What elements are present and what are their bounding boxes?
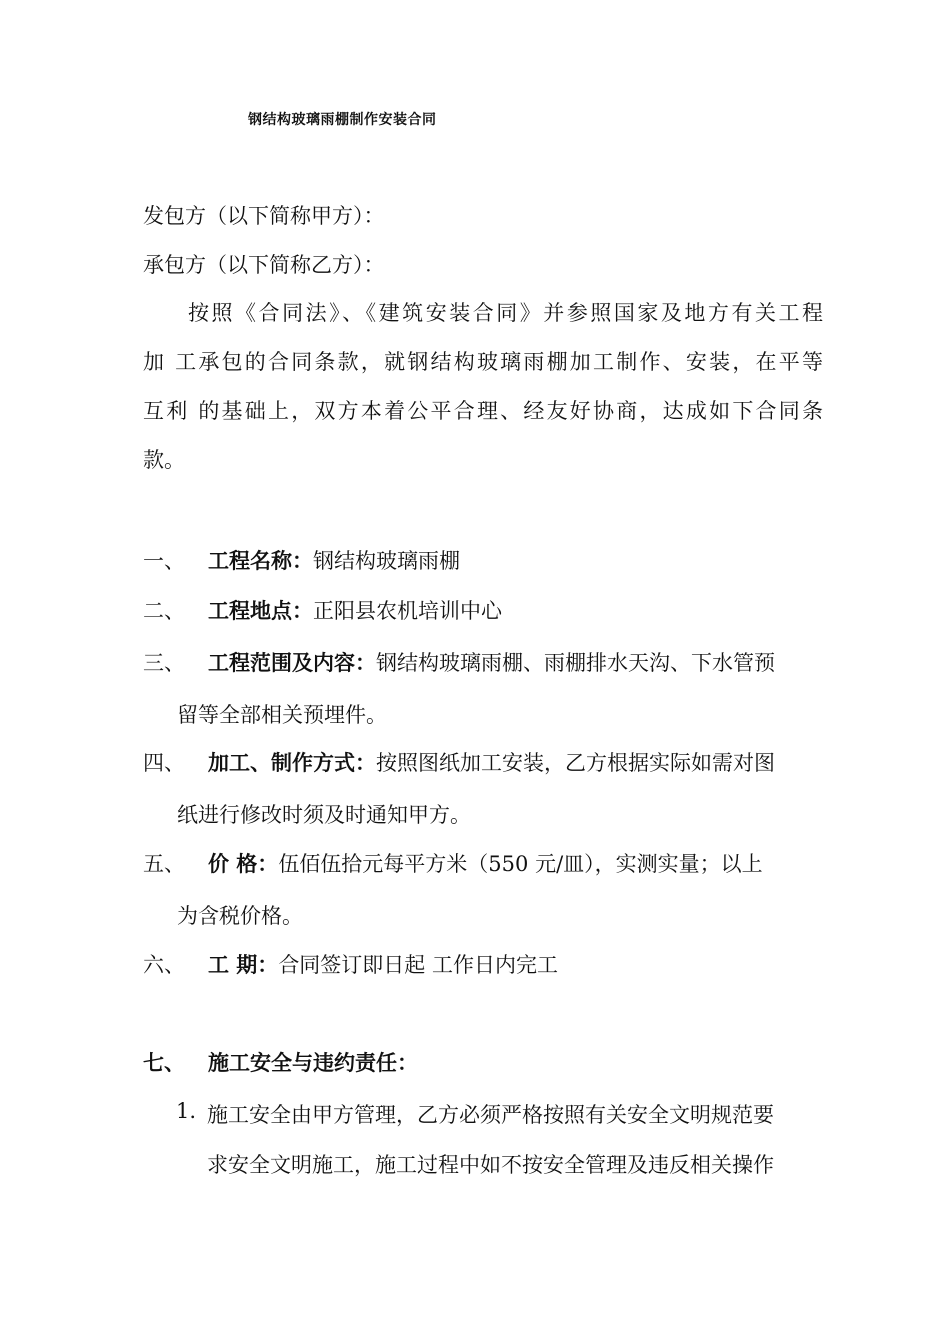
clause-number: 一、 [143,549,185,573]
clause-label: 加工、制作方式： [208,750,376,775]
clause-label: 工程范围及内容： [208,650,376,675]
clause-label: 工 期： [208,952,279,977]
clause-number: 六、 [143,953,185,977]
intro-line-2: 加 工承包的合同条款，就钢结构玻璃雨棚加工制作、安装，在平等 [143,350,823,374]
clause-label: 施工安全与违约责任： [208,1050,418,1075]
sub-clause-number: 1. [176,1099,197,1123]
party-a-line: 发包方（以下简称甲方）： [143,204,385,228]
clause-continuation: 纸进行修改时须及时通知甲方。 [177,803,471,827]
sub-clause-line-2: 求安全文明施工，施工过程中如不按安全管理及违反相关操作 [207,1153,774,1177]
clause-number: 四、 [143,751,185,775]
clause-text: 合同签订即日起 工作日内完工 [278,953,558,977]
clause-label: 工程名称： [208,548,313,573]
clause-text: 伍佰伍拾元每平方米（550 元/皿），实测实量；以上 [278,852,763,876]
clause-number: 五、 [143,852,185,876]
intro-line-4: 款。 [143,448,185,472]
clause-number: 七、 [143,1050,185,1075]
party-b-line: 承包方（以下简称乙方）： [143,253,385,277]
clause-continuation: 为含税价格。 [177,904,303,928]
intro-line-1: 按照《合同法》、《建筑安装合同》并参照国家及地方有关工程 [188,301,823,325]
intro-paragraph [143,289,823,485]
clause-text: 钢结构玻璃雨棚 [313,549,460,573]
intro-line-3: 互利 的基础上，双方本着公平合理、经友好协商，达成如下合同条 [143,399,823,423]
sub-clause-line-1: 施工安全由甲方管理，乙方必须严格按照有关安全文明规范要 [207,1103,774,1127]
clause-continuation: 留等全部相关预埋件。 [177,703,387,727]
clause-number: 二、 [143,599,185,623]
clause-text: 正阳县农机培训中心 [313,599,502,623]
clause-label: 工程地点： [208,598,313,623]
clause-number: 三、 [143,651,185,675]
clause-text: 按照图纸加工安装，乙方根据实际如需对图 [376,751,775,775]
clause-text: 钢结构玻璃雨棚、雨棚排水天沟、下水管预 [376,651,775,675]
clause-label: 价 格： [208,851,279,876]
document-title: 钢结构玻璃雨棚制作安装合同 [248,112,437,128]
